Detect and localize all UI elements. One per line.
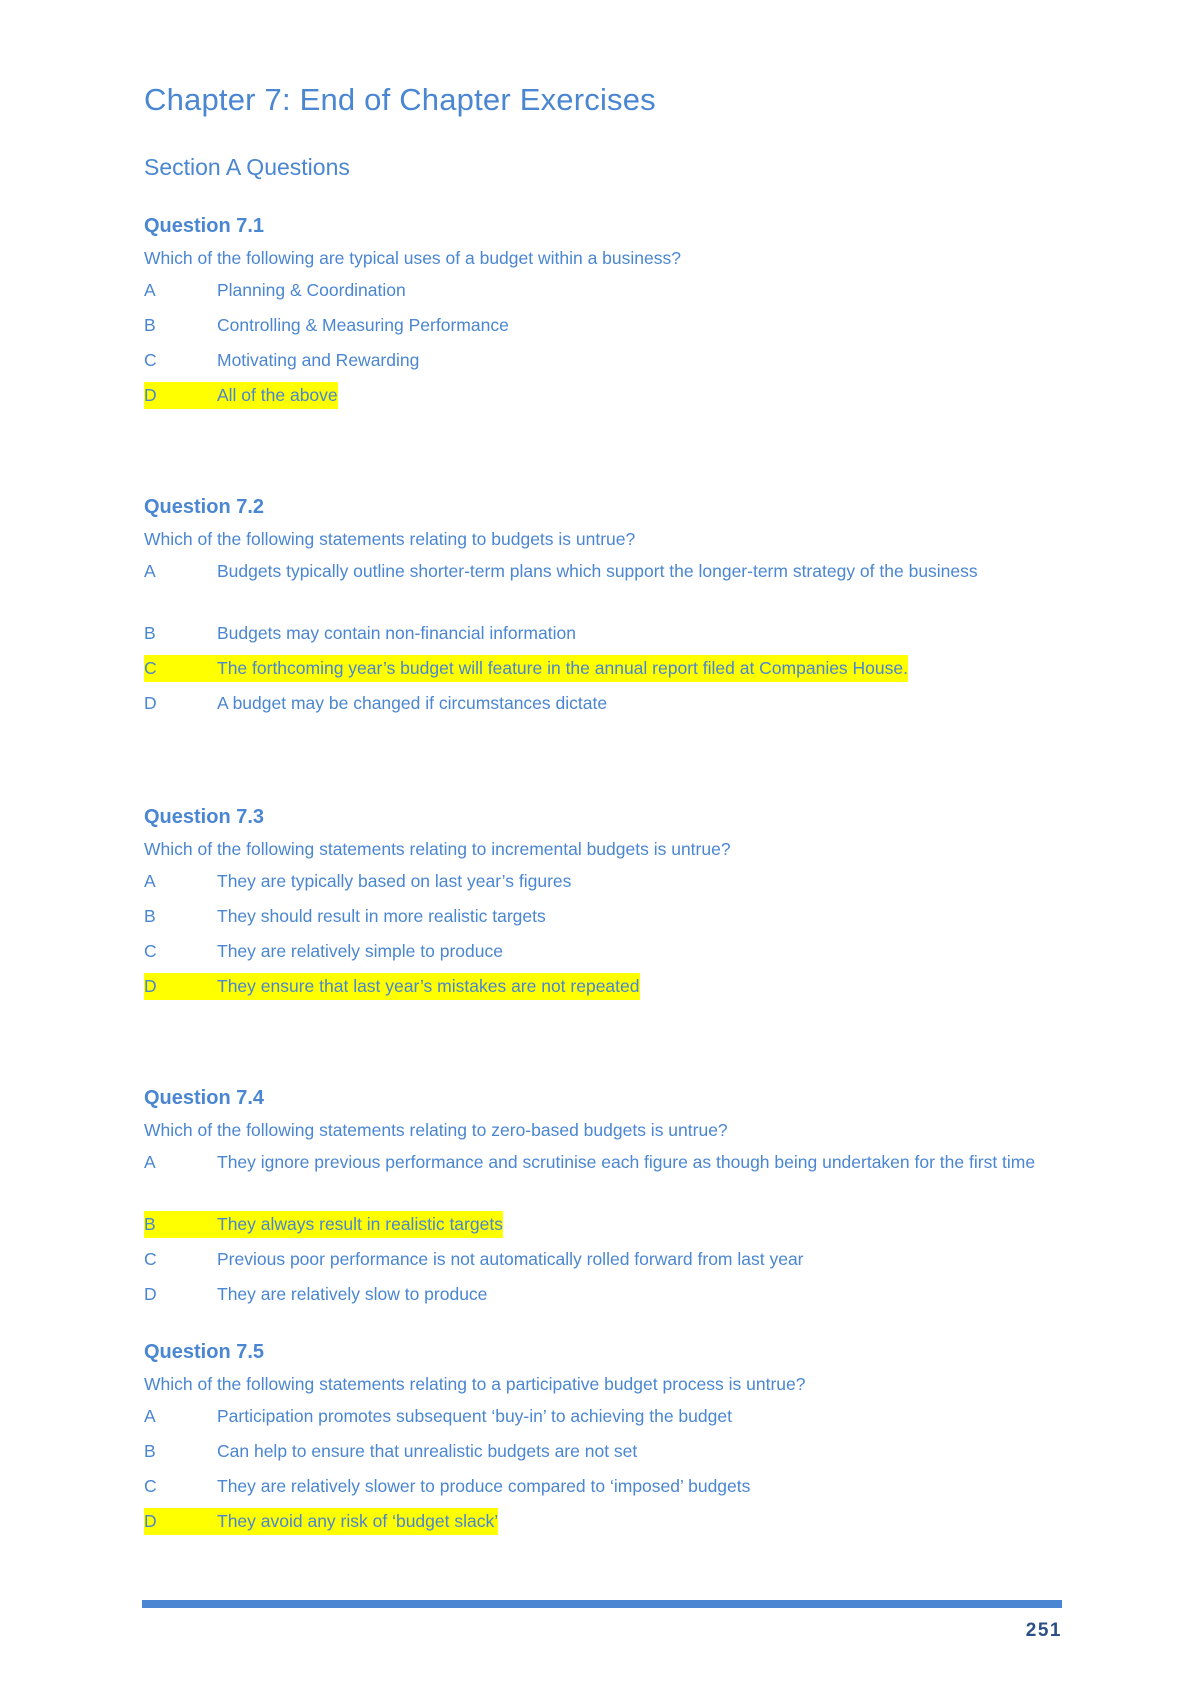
highlighted-answer-option bbox=[144, 655, 908, 682]
answer-option bbox=[144, 690, 1064, 717]
answer-option bbox=[144, 620, 1064, 647]
question-7-4 bbox=[144, 1081, 1064, 1316]
option-text: Can help to ensure that unrealistic budgets are not set bbox=[217, 1441, 638, 1461]
option-text: They ignore previous performance and scrutinise each figure as though being undertaken for the first time bbox=[217, 1152, 1036, 1172]
answer-option bbox=[144, 277, 1064, 304]
question-text: Which of the following statements relating to zero-based budgets is untrue? bbox=[144, 1120, 728, 1140]
option-letter: C bbox=[144, 655, 217, 682]
option-text: Planning & Coordination bbox=[217, 280, 406, 300]
answer-option bbox=[144, 1438, 1064, 1465]
option-text: They ensure that last year’s mistakes are not repeated bbox=[217, 973, 640, 1000]
option-letter: B bbox=[144, 1211, 217, 1238]
chapter-title: Chapter 7: End of Chapter Exercises bbox=[144, 82, 656, 117]
page-number: 251 bbox=[1025, 1620, 1062, 1641]
answer-option bbox=[144, 1281, 1064, 1308]
option-letter: B bbox=[144, 623, 156, 643]
answer-option bbox=[144, 558, 1064, 585]
highlighted-answer-option bbox=[144, 1211, 503, 1238]
option-text: Previous poor performance is not automatically rolled forward from last year bbox=[217, 1249, 804, 1269]
question-heading: Question 7.3 bbox=[144, 806, 265, 828]
answer-option bbox=[144, 1246, 1064, 1273]
question-heading: Question 7.2 bbox=[144, 496, 265, 518]
answer-option bbox=[144, 1403, 1064, 1430]
answer-option bbox=[144, 1149, 1064, 1176]
highlighted-answer-option bbox=[144, 382, 338, 409]
question-text: Which of the following statements relating to budgets is untrue? bbox=[144, 529, 636, 549]
answer-option bbox=[144, 938, 1064, 965]
option-text: They avoid any risk of ‘budget slack’ bbox=[217, 1508, 498, 1535]
question-heading: Question 7.4 bbox=[144, 1087, 265, 1109]
question-7-3 bbox=[144, 800, 1064, 1008]
option-letter: A bbox=[144, 1406, 156, 1426]
question-7-5 bbox=[144, 1335, 1064, 1543]
option-letter: A bbox=[144, 871, 156, 891]
option-text: They are relatively slow to produce bbox=[217, 1284, 488, 1304]
option-text: Motivating and Rewarding bbox=[217, 350, 420, 370]
option-letter: A bbox=[144, 1152, 156, 1172]
option-letter: B bbox=[144, 906, 156, 926]
option-letter: C bbox=[144, 1249, 157, 1269]
question-text: Which of the following statements relating to a participative budget process is untrue? bbox=[144, 1374, 806, 1394]
option-letter: D bbox=[144, 382, 217, 409]
answer-option bbox=[144, 903, 1064, 930]
answer-option bbox=[144, 347, 1064, 374]
question-7-2 bbox=[144, 490, 1064, 725]
option-letter: D bbox=[144, 1508, 217, 1535]
option-letter: D bbox=[144, 1284, 157, 1304]
option-text: Budgets may contain non-financial information bbox=[217, 623, 576, 643]
option-letter: A bbox=[144, 280, 156, 300]
option-text: They are typically based on last year’s figures bbox=[217, 871, 572, 891]
option-text: All of the above bbox=[217, 382, 338, 409]
answer-option bbox=[144, 312, 1064, 339]
footer-divider bbox=[142, 1600, 1062, 1608]
option-letter: B bbox=[144, 1441, 156, 1461]
answer-option bbox=[144, 1473, 1064, 1500]
question-heading: Question 7.1 bbox=[144, 215, 265, 237]
option-letter: D bbox=[144, 973, 217, 1000]
option-letter: B bbox=[144, 315, 156, 335]
option-text: Controlling & Measuring Performance bbox=[217, 315, 509, 335]
highlighted-answer-option bbox=[144, 1508, 498, 1535]
option-text: Budgets typically outline shorter-term plans which support the longer-term strategy of the business bbox=[217, 561, 978, 581]
option-text: Participation promotes subsequent ‘buy-in’ to achieving the budget bbox=[217, 1406, 732, 1426]
question-text: Which of the following are typical uses of a budget within a business? bbox=[144, 248, 681, 268]
option-text: The forthcoming year’s budget will feature in the annual report filed at Companies House. bbox=[217, 655, 908, 682]
option-text: A budget may be changed if circumstances dictate bbox=[217, 693, 608, 713]
option-letter: D bbox=[144, 693, 157, 713]
question-heading: Question 7.5 bbox=[144, 1341, 265, 1363]
section-title: Section A Questions bbox=[144, 154, 350, 180]
option-text: They always result in realistic targets bbox=[217, 1211, 503, 1238]
option-text: They are relatively slower to produce compared to ‘imposed’ budgets bbox=[217, 1476, 751, 1496]
answer-option bbox=[144, 868, 1064, 895]
option-text: They should result in more realistic targets bbox=[217, 906, 546, 926]
highlighted-answer-option bbox=[144, 973, 640, 1000]
option-letter: A bbox=[144, 561, 156, 581]
question-text: Which of the following statements relating to incremental budgets is untrue? bbox=[144, 839, 731, 859]
option-letter: C bbox=[144, 1476, 157, 1496]
option-letter: C bbox=[144, 350, 157, 370]
option-letter: C bbox=[144, 941, 157, 961]
question-7-1 bbox=[144, 209, 1064, 417]
option-text: They are relatively simple to produce bbox=[217, 941, 503, 961]
